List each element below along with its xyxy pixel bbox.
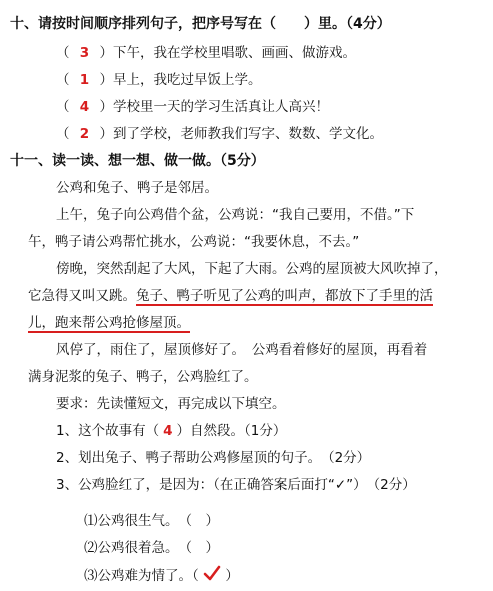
underlined-answer-sentence: 儿，跑来帮公鸡抢修屋顶。 [28, 315, 190, 331]
item-text: ）早上，我吃过早饭上学。 [99, 72, 262, 88]
option-3-close: ） [225, 568, 239, 584]
question-2: 2、划出兔子、鸭子帮助公鸡修屋顶的句子。 （2分） [56, 450, 371, 466]
passage-plain-text: 它急得又叫又跳。 [28, 288, 136, 304]
order-item-4 [56, 124, 383, 144]
passage-p4-line1: 风停了，雨住了，屋顶修好了。 公鸡看着修好的屋顶，再看着 [56, 342, 428, 358]
answer-number: 4 [163, 423, 173, 439]
passage-p3-line3 [28, 313, 190, 333]
option-3-text: ⑶公鸡难为情了。（ [84, 568, 199, 584]
passage-p2-line1: 上午，兔子向公鸡借个盆，公鸡说：“我自己要用，不借。”下 [56, 207, 415, 223]
passage-p3-line1: 傍晚，突然刮起了大风，下起了大雨。公鸡的屋顶被大风吹掉了， [56, 261, 448, 277]
open-paren: （ [56, 45, 70, 61]
answer-number: 4 [79, 99, 90, 115]
question-3: 3、公鸡脸红了，是因为：（在正确答案后面打“✓”） （2分） [56, 477, 416, 493]
order-item-2 [56, 70, 262, 90]
checkmark-icon [203, 565, 221, 587]
item-text: ）到了学校，老师教我们写字、数数、学文化。 [99, 126, 383, 142]
section-11-title: 十一、读一读、想一想、做一做。（5分） [10, 153, 265, 169]
question-1-suffix: ）自然段。（1分） [176, 423, 287, 439]
answer-number: 1 [79, 72, 90, 88]
option-3 [84, 565, 239, 587]
item-text: ）学校里一天的学习生活真让人高兴！ [99, 99, 329, 115]
order-item-3 [56, 97, 329, 117]
answer-number: 3 [79, 45, 90, 61]
open-paren: （ [56, 126, 70, 142]
section-10-title: 十、请按时间顺序排列句子，把序号写在（ ）里。（4分） [10, 16, 391, 32]
question-1 [56, 421, 286, 441]
option-2: ⑵公鸡很着急。 （ ） [84, 540, 219, 556]
open-paren: （ [56, 99, 70, 115]
requirement-text: 要求：先读懂短文，再完成以下填空。 [56, 396, 286, 412]
passage-p3-line2 [28, 286, 433, 306]
question-1-prefix: 1、这个故事有（ [56, 423, 160, 439]
open-paren: （ [56, 72, 70, 88]
passage-p4-line2: 满身泥浆的兔子、鸭子，公鸡脸红了。 [28, 369, 258, 385]
passage-p2-line2: 午，鸭子请公鸡帮忙挑水，公鸡说：“我要休息，不去。” [28, 234, 360, 250]
option-1: ⑴公鸡很生气。 （ ） [84, 513, 219, 529]
passage-p1: 公鸡和兔子、鸭子是邻居。 [56, 180, 218, 196]
answer-number: 2 [79, 126, 90, 142]
item-text: ）下午，我在学校里唱歌、画画、做游戏。 [99, 45, 356, 61]
underlined-answer-sentence: 兔子、鸭子听见了公鸡的叫声，都放下了手里的活 [136, 288, 433, 304]
order-item-1 [56, 43, 356, 63]
